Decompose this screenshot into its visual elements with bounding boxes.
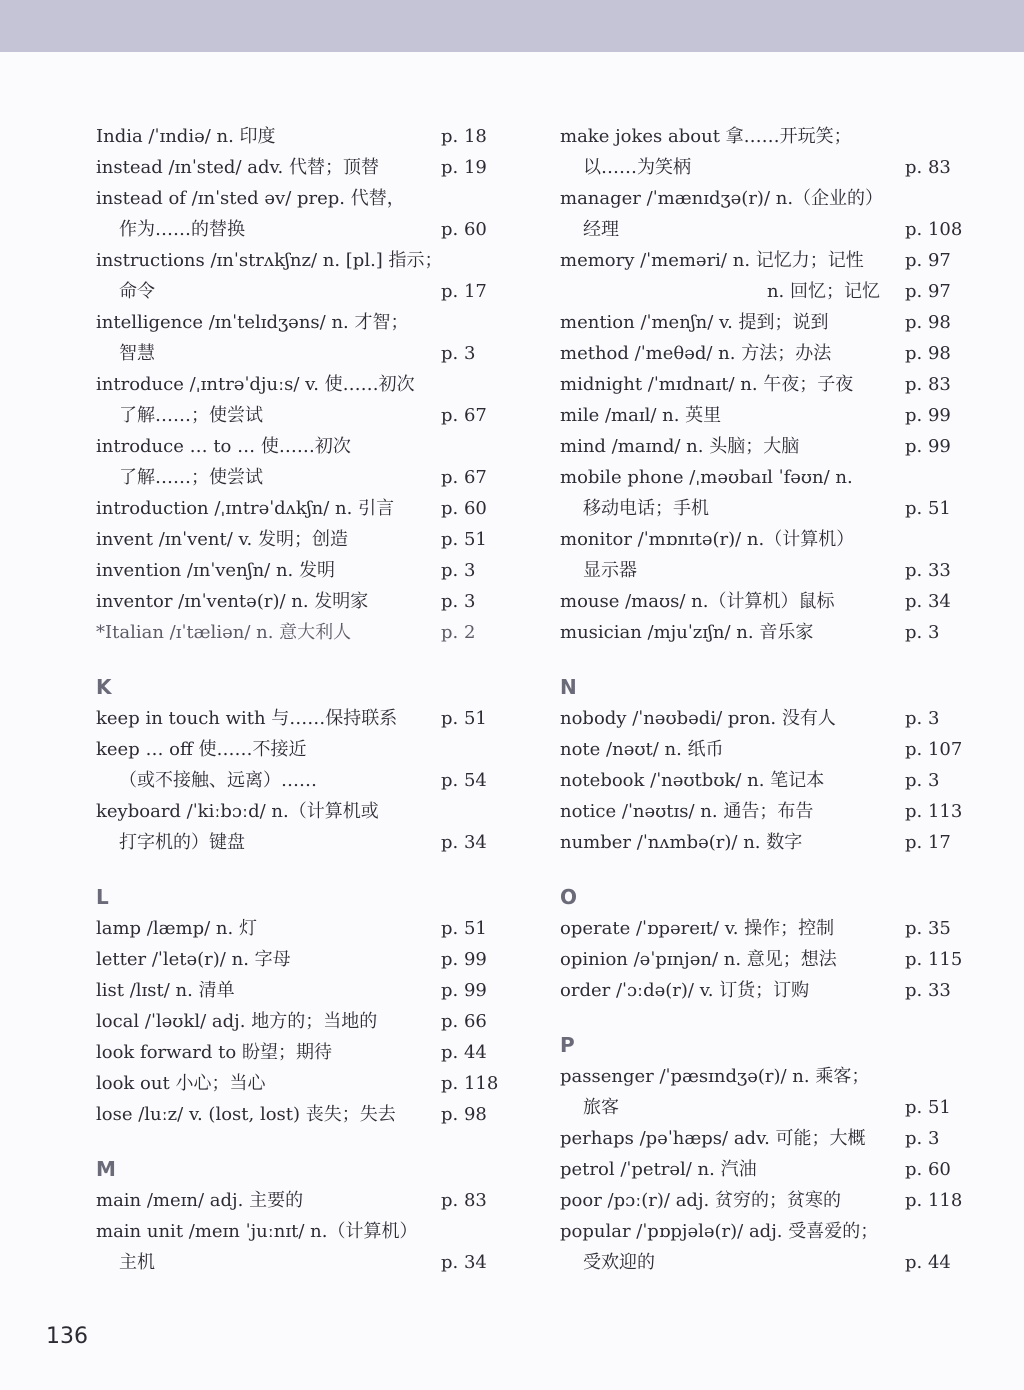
section-letter-p: P: [560, 1033, 575, 1057]
entry-text: instead /ɪnˈsted/ adv. 代替；顶替: [96, 157, 379, 178]
entry-continuation: [96, 338, 496, 369]
page-reference: p. 51: [441, 529, 487, 550]
entry-continuation: [560, 152, 960, 183]
entry-text: passenger /ˈpæsɪndʒə(r)/ n. 乘客；: [560, 1066, 870, 1087]
glossary-entry-perhaps: [560, 1123, 960, 1154]
page-reference: p. 3: [441, 560, 476, 581]
entry-headline: [560, 703, 960, 734]
entry-text: introduce … to … 使……初次: [96, 436, 351, 457]
entry-headline: [96, 369, 496, 400]
entry-headline: [560, 1061, 960, 1092]
entry-headline: [96, 617, 496, 648]
entry-text: mobile phone /ˌməʊbaɪl ˈfəʊn/ n.: [560, 467, 853, 488]
glossary-entry-introduce: [96, 369, 496, 431]
glossary-column-right: [560, 121, 963, 1278]
entry-text: introduce /ˌɪntrəˈdjuːs/ v. 使……初次: [96, 374, 415, 395]
entry-headline: [96, 493, 496, 524]
entry-headline: [96, 975, 496, 1006]
glossary-entry-local: [96, 1006, 496, 1037]
page-reference: p. 3: [905, 1128, 940, 1149]
entry-text: notebook /ˈnəʊtbʊk/ n. 笔记本: [560, 770, 825, 791]
glossary-entry-list: [96, 975, 496, 1006]
entry-text: 受欢迎的: [583, 1252, 655, 1273]
page-reference: p. 66: [441, 1011, 487, 1032]
glossary-entry-keep-off: [96, 734, 496, 796]
page-reference: p. 19: [441, 157, 487, 178]
page-reference: p. 98: [905, 312, 951, 333]
page-reference: p. 34: [441, 832, 487, 853]
page-reference: p. 35: [905, 918, 951, 939]
entry-continuation: [560, 276, 960, 307]
entry-text: list /lɪst/ n. 清单: [96, 980, 235, 1001]
entry-text: 了解……；使尝试: [119, 467, 263, 488]
glossary-entry-method: [560, 338, 960, 369]
entry-headline: [560, 1123, 960, 1154]
glossary-entry-monitor: [560, 524, 960, 586]
entry-headline: [560, 307, 960, 338]
page-reference: p. 44: [905, 1252, 951, 1273]
entry-continuation: [96, 462, 496, 493]
page-reference: p. 99: [441, 949, 487, 970]
entry-headline: [96, 245, 496, 276]
entry-headline: [560, 431, 960, 462]
entry-headline: [96, 431, 496, 462]
entry-text: （或不接触、远离）……: [119, 770, 317, 791]
page-reference: p. 108: [905, 219, 963, 240]
page-reference: p. 60: [441, 498, 487, 519]
entry-headline: [560, 796, 963, 827]
entry-headline: [96, 1099, 496, 1130]
entry-headline: [96, 183, 496, 214]
entry-text: 作为……的替换: [119, 219, 245, 240]
entry-text: mention /ˈmenʃn/ v. 提到；说到: [560, 312, 829, 333]
glossary-entry-keep-in-touch-with: [96, 703, 496, 734]
entry-headline: [96, 1185, 496, 1216]
entry-continuation: [560, 493, 960, 524]
entry-text: mouse /maʊs/ n.（计算机）鼠标: [560, 591, 835, 612]
entry-text: perhaps /pəˈhæps/ adv. 可能；大概: [560, 1128, 866, 1149]
page-reference: p. 60: [441, 219, 487, 240]
page-reference: p. 97: [905, 281, 951, 302]
entry-text: method /ˈmeθəd/ n. 方法；办法: [560, 343, 832, 364]
glossary-entry-introduction: [96, 493, 496, 524]
page-reference: p. 115: [905, 949, 963, 970]
page-reference: p. 34: [441, 1252, 487, 1273]
entry-text: intelligence /ɪnˈtelɪdʒəns/ n. 才智；: [96, 312, 409, 333]
page-reference: p. 98: [441, 1104, 487, 1125]
glossary-entry-instructions: [96, 245, 496, 307]
entry-headline: [560, 827, 960, 858]
entry-text: n. 回忆；记忆: [766, 281, 880, 302]
entry-headline: [96, 1216, 496, 1247]
glossary-column-left: [96, 121, 499, 1278]
entry-text: notice /ˈnəʊtɪs/ n. 通告；布告: [560, 801, 814, 822]
entry-headline: [560, 586, 960, 617]
page-reference: p. 17: [441, 281, 487, 302]
entry-headline: [560, 765, 960, 796]
page-reference: p. 98: [905, 343, 951, 364]
glossary-entry-notebook: [560, 765, 960, 796]
glossary-entry-inventor: [96, 586, 496, 617]
page-reference: p. 54: [441, 770, 487, 791]
entry-text: petrol /ˈpetrəl/ n. 汽油: [560, 1159, 757, 1180]
section-letter-n: N: [560, 675, 577, 699]
glossary-entry-invention: [96, 555, 496, 586]
page-reference: p. 99: [905, 405, 951, 426]
glossary-entry-petrol: [560, 1154, 960, 1185]
entry-text: introduction /ˌɪntrəˈdʌkʃn/ n. 引言: [96, 498, 395, 519]
entry-headline: [560, 1154, 960, 1185]
glossary-entry-order: [560, 975, 960, 1006]
page-reference: p. 51: [905, 1097, 951, 1118]
glossary-entry-look-forward-to: [96, 1037, 496, 1068]
entry-text: opinion /əˈpɪnjən/ n. 意见；想法: [560, 949, 837, 970]
glossary-entry-midnight: [560, 369, 960, 400]
entry-text: letter /ˈletə(r)/ n. 字母: [96, 949, 291, 970]
page-reference: p. 17: [905, 832, 951, 853]
entry-text: 旅客: [583, 1097, 619, 1118]
top-header-band: [0, 0, 1024, 52]
entry-headline: [560, 1216, 960, 1247]
entry-text: lamp /læmp/ n. 灯: [96, 918, 257, 939]
glossary-entry-main: [96, 1185, 496, 1216]
entry-headline: [560, 183, 960, 214]
glossary-entry-number: [560, 827, 960, 858]
section-letter-o: O: [560, 885, 578, 909]
entry-text: manager /ˈmænɪdʒə(r)/ n.（企业的）: [560, 188, 884, 209]
entry-continuation: [560, 555, 960, 586]
entry-text: keep in touch with 与……保持联系: [96, 708, 398, 729]
entry-continuation: [96, 1247, 496, 1278]
entry-headline: [560, 944, 963, 975]
entry-headline: [560, 617, 960, 648]
entry-headline: [560, 524, 960, 555]
page-reference: p. 44: [441, 1042, 487, 1063]
glossary-entry-instead: [96, 152, 496, 183]
glossary-entry-mile: [560, 400, 960, 431]
entry-text: main /meɪn/ adj. 主要的: [96, 1190, 304, 1211]
glossary-entry-main-unit: [96, 1216, 496, 1278]
glossary-entry-introduce-to: [96, 431, 496, 493]
glossary-entry-mention: [560, 307, 960, 338]
entry-text: 经理: [583, 219, 619, 240]
entry-text: monitor /ˈmɒnɪtə(r)/ n.（计算机）: [560, 529, 855, 550]
page-number: 136: [46, 1324, 88, 1349]
glossary-entry-invent: [96, 524, 496, 555]
entry-text: memory /ˈmeməri/ n. 记忆力；记性: [560, 250, 864, 271]
entry-continuation: [560, 214, 963, 245]
page-reference: p. 51: [441, 708, 487, 729]
glossary-entry-memory: [560, 245, 960, 307]
entry-headline: [96, 913, 496, 944]
entry-text: nobody /ˈnəʊbədi/ pron. 没有人: [560, 708, 836, 729]
entry-continuation: [560, 1247, 960, 1278]
page-reference: p. 33: [905, 560, 951, 581]
section-letter-m: M: [96, 1157, 116, 1181]
glossary-entry-mobile-phone: [560, 462, 960, 524]
entry-continuation: [96, 765, 496, 796]
glossary-entry-nobody: [560, 703, 960, 734]
glossary-entry-lamp: [96, 913, 496, 944]
page-reference: p. 99: [905, 436, 951, 457]
entry-text: poor /pɔː(r)/ adj. 贫穷的；贫寒的: [560, 1190, 841, 1211]
entry-headline: [96, 1037, 496, 1068]
glossary-entry-keyboard: [96, 796, 496, 858]
entry-headline: [560, 245, 960, 276]
entry-text: inventor /ɪnˈventə(r)/ n. 发明家: [96, 591, 369, 612]
page-reference: p. 3: [441, 343, 476, 364]
entry-headline: [560, 338, 960, 369]
section-letter-l: L: [96, 885, 109, 909]
entry-text: operate /ˈɒpəreɪt/ v. 操作；控制: [560, 918, 835, 939]
entry-headline: [560, 462, 960, 493]
entry-continuation: [96, 827, 496, 858]
entry-continuation: [96, 214, 496, 245]
glossary-entry-notice: [560, 796, 963, 827]
entry-text: instead of /ɪnˈsted əv/ prep. 代替，: [96, 188, 405, 209]
glossary-entry-lose: [96, 1099, 496, 1130]
entry-headline: [96, 1006, 496, 1037]
entry-text: instructions /ɪnˈstrʌkʃnz/ n. [pl.] 指示；: [96, 250, 443, 271]
entry-headline: [560, 1185, 963, 1216]
entry-continuation: [96, 276, 496, 307]
entry-headline: [560, 975, 960, 1006]
entry-text: local /ˈləʊkl/ adj. 地方的；当地的: [96, 1011, 378, 1032]
page-reference: p. 34: [905, 591, 951, 612]
entry-text: 主机: [119, 1252, 155, 1273]
glossary-entry-make-jokes-about: [560, 121, 960, 183]
entry-text: India /ˈɪndiə/ n. 印度: [96, 126, 276, 147]
entry-text: 以……为笑柄: [583, 157, 691, 178]
entry-headline: [96, 586, 496, 617]
entry-text: lose /luːz/ v. (lost, lost) 丧失；失去: [96, 1104, 396, 1125]
section-letter-k: K: [96, 675, 112, 699]
entry-text: 显示器: [583, 560, 637, 581]
entry-text: mind /maɪnd/ n. 头脑；大脑: [560, 436, 800, 457]
entry-headline: [96, 703, 496, 734]
page-reference: p. 83: [905, 157, 951, 178]
glossary-entry-intelligence: [96, 307, 496, 369]
entry-headline: [560, 734, 963, 765]
glossary-entry-india: [96, 121, 496, 152]
entry-headline: [96, 555, 496, 586]
page-reference: p. 118: [905, 1190, 963, 1211]
page-reference: p. 2: [441, 622, 476, 643]
entry-text: main unit /meɪn ˈjuːnɪt/ n.（计算机）: [96, 1221, 418, 1242]
entry-headline: [560, 121, 960, 152]
page-reference: p. 113: [905, 801, 963, 822]
page-reference: p. 3: [905, 708, 940, 729]
entry-text: invent /ɪnˈvent/ v. 发明；创造: [96, 529, 348, 550]
glossary-entry-letter: [96, 944, 496, 975]
entry-headline: [560, 400, 960, 431]
page-reference: p. 60: [905, 1159, 951, 1180]
entry-text: musician /mjuˈzɪʃn/ n. 音乐家: [560, 622, 814, 643]
page-reference: p. 83: [441, 1190, 487, 1211]
entry-text: keyboard /ˈkiːbɔːd/ n.（计算机或: [96, 801, 379, 822]
entry-text: 打字机的）键盘: [119, 832, 245, 853]
entry-headline: [96, 152, 496, 183]
page-reference: p. 33: [905, 980, 951, 1001]
glossary-entry-poor: [560, 1185, 963, 1216]
entry-text: midnight /ˈmɪdnaɪt/ n. 午夜；子夜: [560, 374, 854, 395]
entry-text: order /ˈɔːdə(r)/ v. 订货；订购: [560, 980, 810, 1001]
entry-text: invention /ɪnˈvenʃn/ n. 发明: [96, 560, 335, 581]
glossary-entry-passenger: [560, 1061, 960, 1123]
glossary-entry-musician: [560, 617, 960, 648]
entry-text: 移动电话；手机: [583, 498, 709, 519]
page-reference: p. 118: [441, 1073, 499, 1094]
entry-headline: [96, 944, 496, 975]
page-reference: p. 67: [441, 467, 487, 488]
entry-text: 了解……；使尝试: [119, 405, 263, 426]
entry-text: number /ˈnʌmbə(r)/ n. 数字: [560, 832, 803, 853]
entry-text: 命令: [119, 281, 155, 302]
entry-headline: [96, 524, 496, 555]
glossary-entry-operate: [560, 913, 960, 944]
entry-headline: [96, 796, 496, 827]
entry-text: look forward to 盼望；期待: [96, 1042, 332, 1063]
entry-text: note /nəʊt/ n. 纸币: [560, 739, 724, 760]
entry-headline: [560, 369, 960, 400]
entry-text: mile /maɪl/ n. 英里: [560, 405, 722, 426]
glossary-entry-instead-of: [96, 183, 496, 245]
entry-headline: [96, 121, 496, 152]
page-reference: p. 97: [905, 250, 951, 271]
entry-continuation: [96, 400, 496, 431]
entry-text: *Italian /ɪˈtæliən/ n. 意大利人: [96, 622, 352, 643]
glossary-entry-mind: [560, 431, 960, 462]
page-reference: p. 51: [905, 498, 951, 519]
page-reference: p. 67: [441, 405, 487, 426]
entry-continuation: [560, 1092, 960, 1123]
entry-headline: [96, 734, 496, 765]
entry-text: keep … off 使……不接近: [96, 739, 307, 760]
page-reference: p. 3: [905, 622, 940, 643]
glossary-entry-look-out: [96, 1068, 499, 1099]
glossary-entry-manager: [560, 183, 963, 245]
page-reference: p. 99: [441, 980, 487, 1001]
page-reference: p. 83: [905, 374, 951, 395]
entry-text: popular /ˈpɒpjələ(r)/ adj. 受喜爱的；: [560, 1221, 879, 1242]
page-reference: p. 107: [905, 739, 963, 760]
entry-headline: [96, 307, 496, 338]
page-reference: p. 18: [441, 126, 487, 147]
glossary-entry-opinion: [560, 944, 963, 975]
entry-headline: [96, 1068, 499, 1099]
page-reference: p. 3: [905, 770, 940, 791]
entry-text: look out 小心；当心: [96, 1073, 266, 1094]
entry-headline: [560, 913, 960, 944]
entry-text: 智慧: [119, 343, 155, 364]
glossary-entry-mouse: [560, 586, 960, 617]
glossary-entry-note: [560, 734, 963, 765]
glossary-entry-italian: [96, 617, 496, 648]
page-reference: p. 3: [441, 591, 476, 612]
entry-text: make jokes about 拿……开玩笑；: [560, 126, 852, 147]
page-reference: p. 51: [441, 918, 487, 939]
glossary-entry-popular: [560, 1216, 960, 1278]
